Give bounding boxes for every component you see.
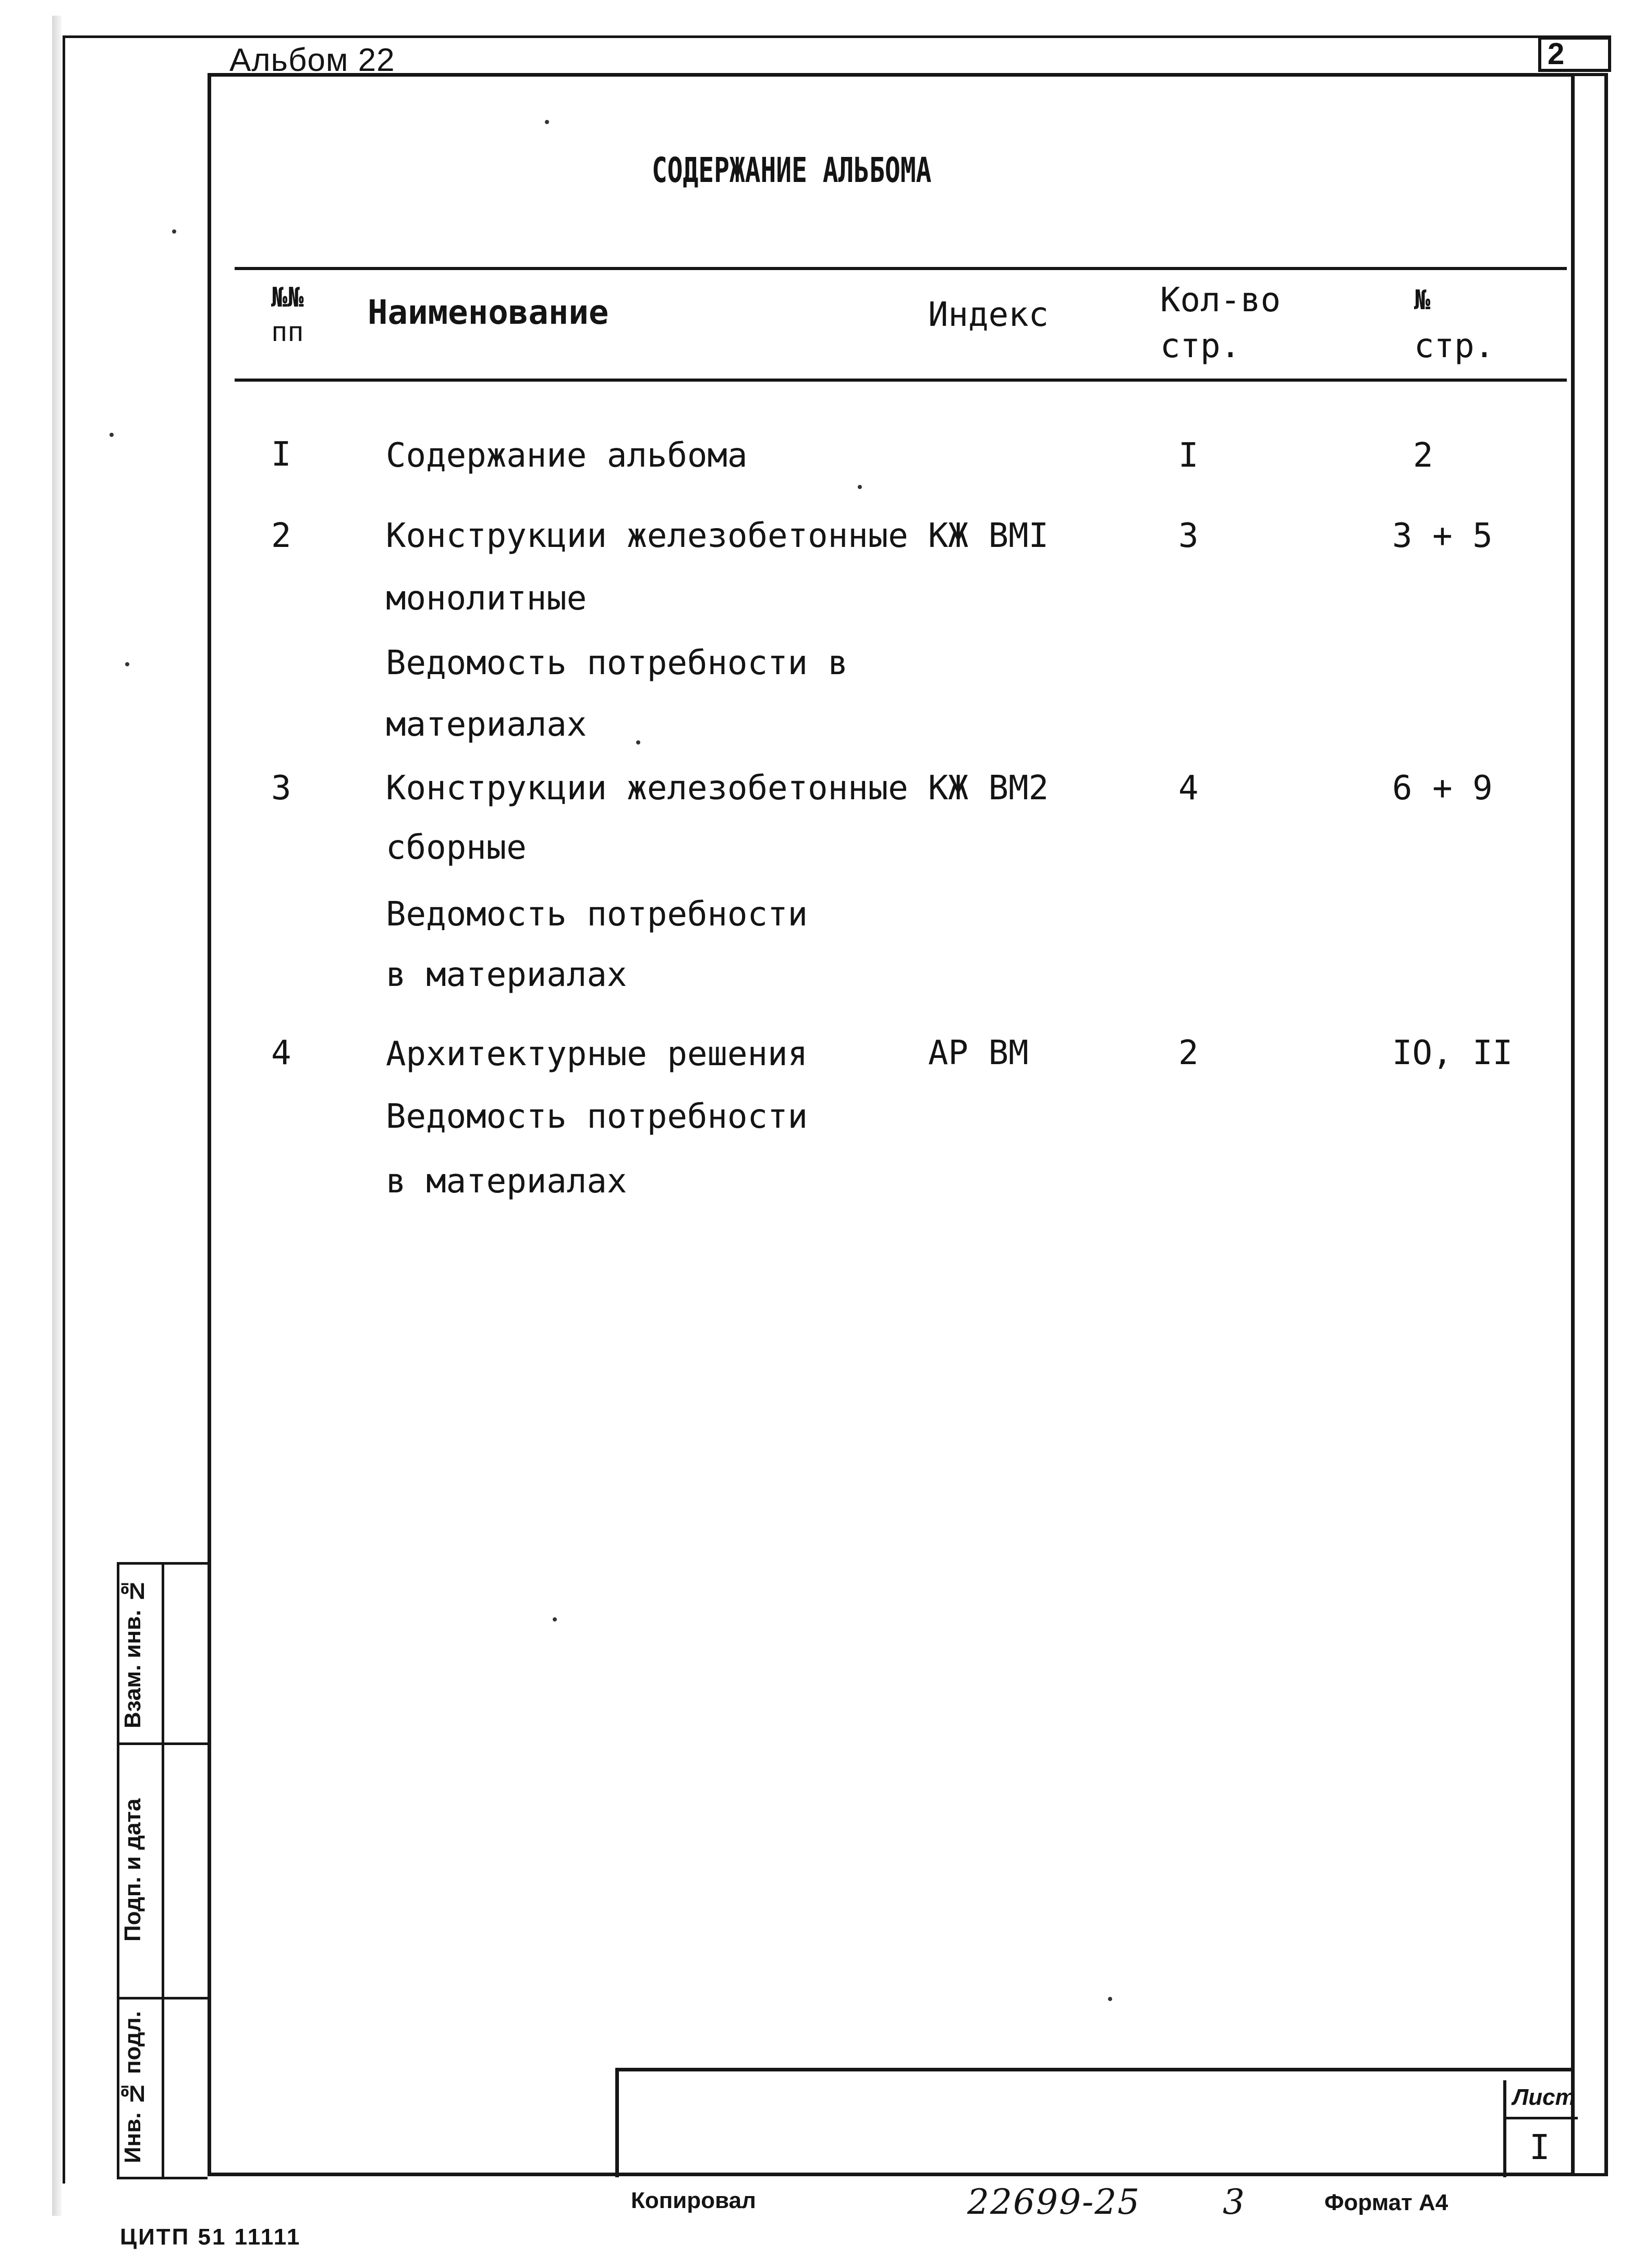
row4-index: АР ВМ bbox=[928, 1034, 1029, 1072]
row3-count: 4 bbox=[1178, 769, 1199, 808]
scan-speck bbox=[1108, 1997, 1112, 2001]
row3-name-line2: сборные bbox=[386, 828, 527, 867]
sheet-number: I bbox=[1529, 2127, 1550, 2167]
header-num-line2: пп bbox=[271, 316, 304, 348]
row1-name-line1: Содержание альбома bbox=[386, 436, 748, 475]
header-page-line2: стр. bbox=[1414, 327, 1495, 365]
row2-name-line3: Ведомость потребности в bbox=[386, 644, 848, 682]
side-stamp bbox=[117, 1562, 208, 2179]
sheet-label: Лист bbox=[1513, 2084, 1576, 2110]
row4-num: 4 bbox=[271, 1034, 291, 1072]
sheet-number-box bbox=[1503, 2080, 1575, 2177]
handwritten-page-number: 3 bbox=[1223, 2182, 1245, 2222]
header-page-line1: № bbox=[1414, 285, 1431, 316]
row2-count: 3 bbox=[1178, 517, 1199, 555]
side-stamp-line-bottom bbox=[117, 2177, 208, 2179]
scan-speck bbox=[109, 433, 114, 437]
scan-speck bbox=[858, 485, 862, 489]
format-label: Формат А4 bbox=[1324, 2190, 1448, 2215]
side-stamp-signature-date-label: Подп. и дата bbox=[120, 1798, 145, 1942]
page-title: СОДЕРЖАНИЕ АЛЬБОМА bbox=[652, 150, 932, 190]
row2-name-line1: Конструкции железобетонные bbox=[386, 517, 908, 555]
row3-name-line4: в материалах bbox=[386, 956, 627, 994]
title-block bbox=[615, 2068, 1575, 2177]
row2-pages: 3 + 5 bbox=[1392, 517, 1493, 555]
side-stamp-replace-inv-label: Взам. инв. № bbox=[120, 1578, 145, 1729]
row4-name-line3: в материалах bbox=[386, 1162, 627, 1201]
header-count-line2: стр. bbox=[1160, 327, 1241, 365]
row4-name-line2: Ведомость потребности bbox=[386, 1098, 808, 1136]
row1-pages: 2 bbox=[1413, 436, 1433, 475]
table-top-rule bbox=[235, 267, 1567, 270]
row3-name-line3: Ведомость потребности bbox=[386, 895, 808, 934]
header-count-line1: Кол-во bbox=[1160, 281, 1281, 320]
scan-edge-shadow bbox=[52, 16, 62, 2216]
row3-num: 3 bbox=[271, 769, 291, 808]
outer-frame-left-line bbox=[63, 35, 65, 2184]
side-stamp-line-2 bbox=[117, 1997, 208, 1999]
scan-speck bbox=[553, 1617, 557, 1621]
copied-by-label: Копировал bbox=[631, 2188, 757, 2213]
row4-pages: IO, II bbox=[1392, 1034, 1513, 1072]
page-corner-number: 2 bbox=[1538, 36, 1611, 72]
row3-index: КЖ ВМ2 bbox=[928, 769, 1049, 808]
publisher-stamp: ЦИТП 51 11111 bbox=[120, 2224, 301, 2250]
side-stamp-col-values bbox=[162, 1562, 208, 2179]
row1-count: I bbox=[1178, 436, 1199, 475]
row3-pages: 6 + 9 bbox=[1392, 769, 1493, 808]
row2-num: 2 bbox=[271, 517, 291, 555]
header-num-line1: №№ bbox=[271, 282, 304, 313]
row2-name-line2: монолитные bbox=[386, 579, 587, 618]
drawing-frame-right-strip bbox=[1575, 73, 1608, 2176]
side-stamp-line-1 bbox=[117, 1742, 208, 1745]
row2-name-line4: материалах bbox=[386, 705, 587, 744]
row4-count: 2 bbox=[1178, 1034, 1199, 1072]
header-name: Наименование bbox=[368, 294, 609, 332]
row2-index: КЖ ВМI bbox=[928, 517, 1049, 555]
header-index: Индекс bbox=[928, 296, 1049, 334]
scan-speck bbox=[125, 662, 129, 666]
row3-name-line1: Конструкции железобетонные bbox=[386, 769, 908, 808]
scan-speck bbox=[545, 120, 549, 124]
side-stamp-original-inv-label: Инв. № подл. bbox=[120, 2011, 145, 2163]
row1-num: I bbox=[271, 435, 291, 474]
document-number: 22699-25 bbox=[967, 2182, 1141, 2222]
side-stamp-line-top bbox=[117, 1562, 208, 1565]
table-header-rule bbox=[235, 379, 1567, 382]
row4-name-line1: Архитектурные решения bbox=[386, 1035, 808, 1074]
scan-speck bbox=[636, 740, 640, 745]
scan-speck bbox=[172, 229, 176, 234]
outer-frame-top-line bbox=[63, 35, 1611, 38]
album-header: Альбом 22 bbox=[229, 42, 395, 78]
sheet-box-divider bbox=[1506, 2117, 1578, 2119]
